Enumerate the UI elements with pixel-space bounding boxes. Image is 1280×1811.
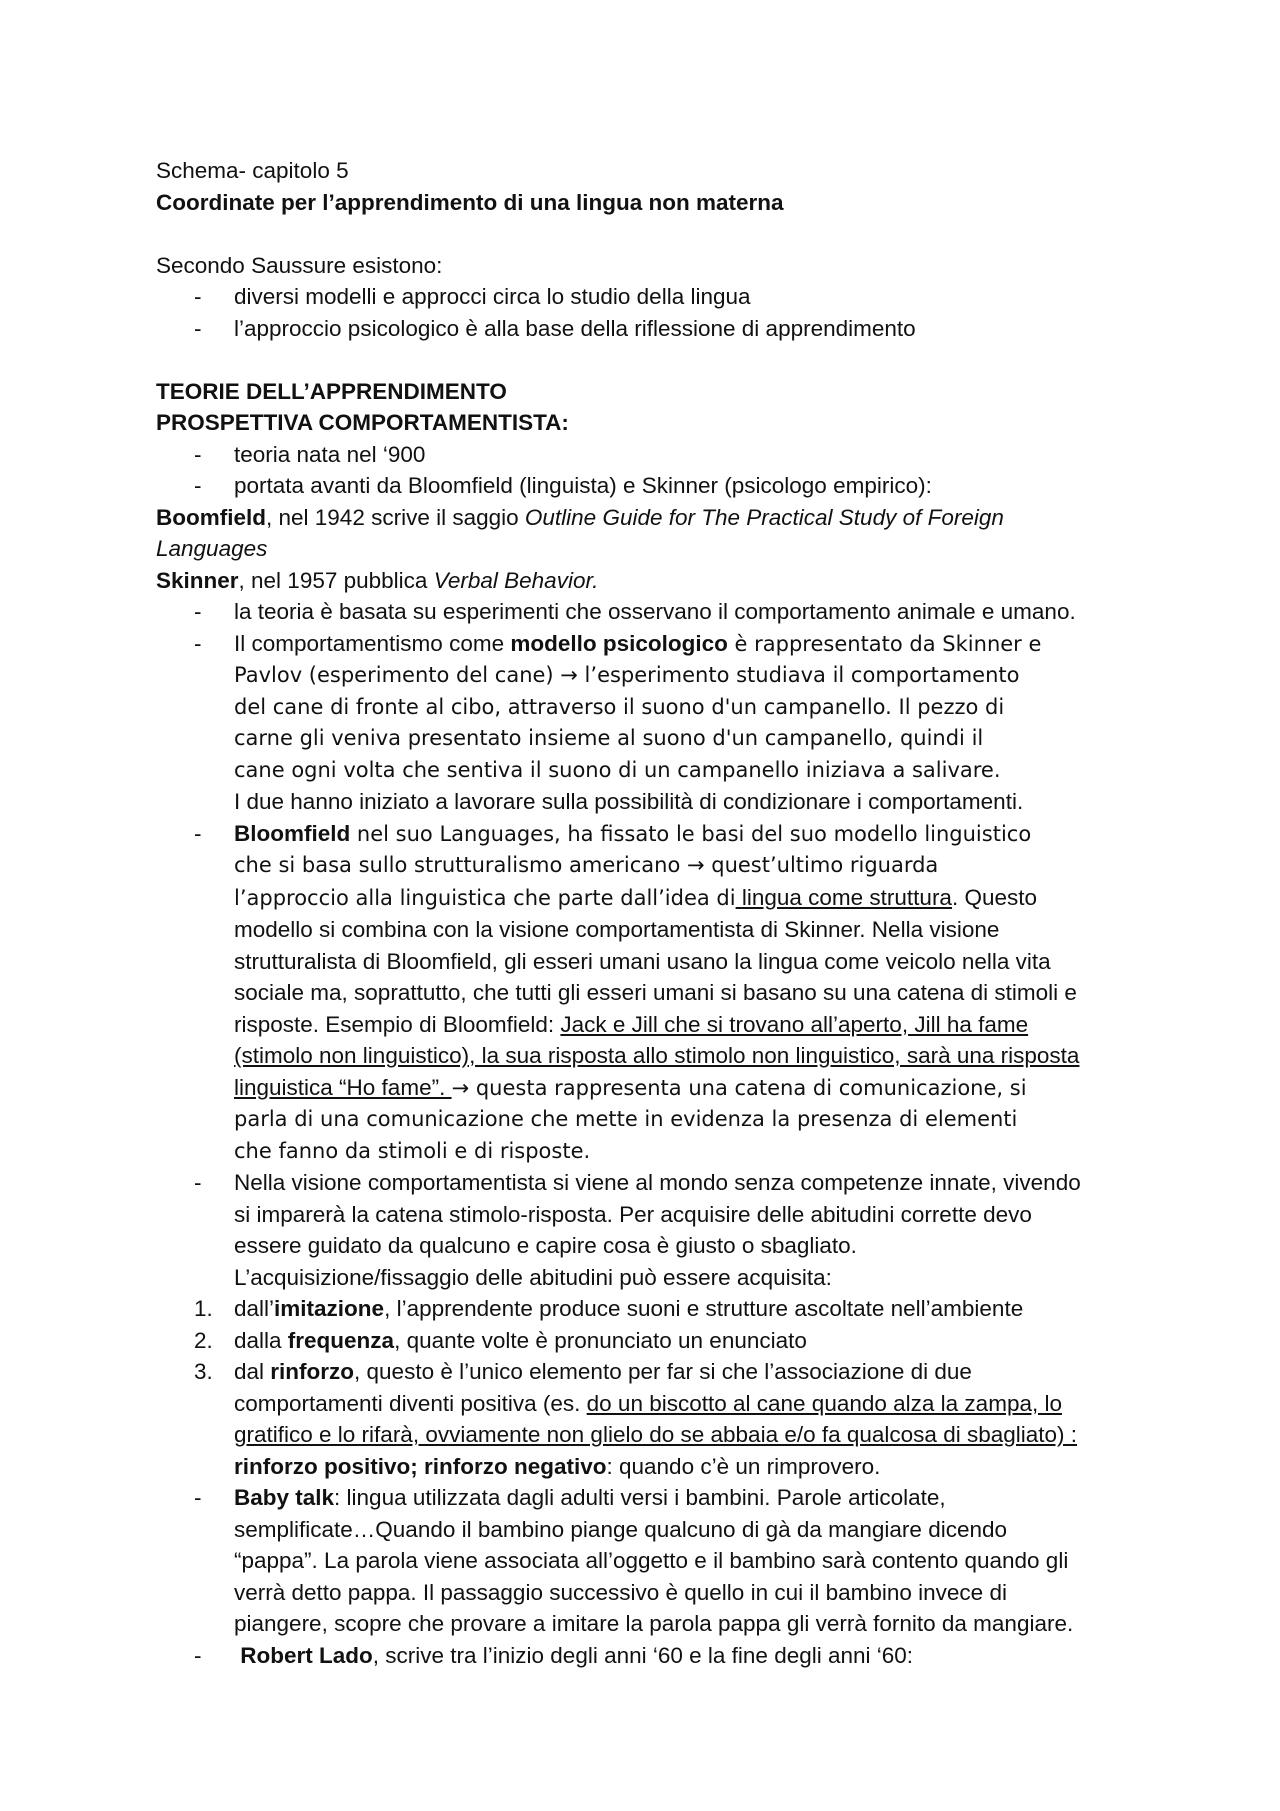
text-line: modello si combina con la visione comportamentista di Skinner. Nella visione [234, 917, 1000, 942]
list-item-text: teoria nata nel ‘900 [234, 441, 426, 467]
list-item [156, 1482, 1136, 1640]
bullet-marker: - [194, 599, 202, 624]
list-item-text: la teoria è basata su esperimenti che osservano il comportamento animale e umano. [234, 599, 1076, 624]
text-line: essere guidato da qualcuno e capire cosa è giusto o sbagliato. [234, 1233, 857, 1258]
bullet-marker: - [194, 1642, 202, 1668]
author-name: Bloomfield [234, 820, 351, 846]
number-marker: 1. [194, 1296, 213, 1321]
number-marker: 2. [194, 1327, 213, 1353]
list-item-text [234, 628, 1136, 818]
bullet-marker: - [194, 630, 202, 656]
bold-term: modello psicologico [510, 630, 728, 656]
bullet-marker: - [194, 284, 202, 309]
underlined-text: (stimolo non linguistico), la sua risposta allo stimolo non linguistico, sarà una risposta [234, 1043, 1080, 1068]
numbered-item [156, 1356, 1136, 1482]
text-line: parla di una comunicazione che mette in evidenza la presenza di elementi [234, 1107, 1018, 1131]
text-line: piangere, scopre che provare a imitare la parola pappa gli verrà fornito da mangiare. [234, 1611, 1074, 1636]
text-run: comportamenti diventi positiva (es. [234, 1390, 587, 1416]
text-run: dal [234, 1359, 271, 1384]
blank-line [156, 218, 1136, 250]
bullet-marker: - [194, 1170, 202, 1195]
text-line: L’acquisizione/fissaggio delle abitudini può essere acquisita: [234, 1264, 832, 1290]
list-item [156, 470, 1136, 502]
numbered-item-text [234, 1293, 1136, 1325]
text-run: , questo è l’unico elemento per far si che l’associazione di due [354, 1359, 972, 1384]
text-run: dall’ [234, 1296, 275, 1321]
list-item [156, 596, 1136, 628]
bullet-marker: - [194, 820, 202, 846]
text-run: , l’apprendente produce suoni e strutture ascoltate nell’ambiente [384, 1296, 1024, 1321]
text-line: cane ogni volta che sentiva il suono di un campanello iniziava a salivare. [234, 757, 1001, 782]
list-item [156, 818, 1136, 1168]
document-title: Coordinate per l’apprendimento di una lingua non materna [156, 189, 784, 215]
bullet-marker: - [194, 441, 202, 467]
numbered-item [156, 1293, 1136, 1325]
list-item-text: portata avanti da Bloomfield (linguista) e Skinner (psicologo empirico): [234, 473, 932, 498]
underlined-text: Jack e Jill che si trovano all’aperto, Jill ha fame [560, 1011, 1029, 1037]
bullet-marker: - [194, 1485, 202, 1510]
text-run: nel suo Languages, ha fissato le basi del suo modello linguistico [350, 821, 1032, 846]
paragraph-text: , nel 1942 scrive il saggio [266, 504, 525, 530]
intro-text: Secondo Saussure esistono: [156, 252, 443, 278]
numbered-item-text [234, 1356, 1136, 1482]
text-run: : quando c’è un rimprovero. [606, 1453, 881, 1479]
text-run: , quante volte è pronunciato un enunciato [394, 1327, 807, 1353]
text-line: strutturalista di Bloomfield, gli esseri umani usano la lingua come veicolo nella vita [234, 948, 1051, 974]
bold-term: Baby talk [234, 1485, 335, 1510]
list-item [156, 313, 1136, 345]
text-run: dalla [234, 1327, 288, 1353]
list-item-text [234, 1482, 1136, 1640]
bold-term: frequenza [287, 1327, 395, 1353]
text-run: : lingua utilizzata dagli adulti versi i bambini. Parole articolate, [334, 1485, 946, 1510]
boomfield-paragraph [156, 502, 1136, 534]
bold-term: rinforzo [270, 1359, 355, 1384]
list-item-text [234, 1167, 1136, 1293]
bold-term: rinforzo positivo; rinforzo negativo [234, 1453, 607, 1479]
numbered-item-text [234, 1325, 1136, 1357]
skinner-paragraph [156, 565, 1136, 597]
author-name: Boomfield [156, 504, 266, 530]
book-title: Verbal Behavior. [433, 567, 599, 593]
subsection-heading: PROSPETTIVA COMPORTAMENTISTA: [156, 410, 569, 435]
text-run: è rappresentato da Skinner e [727, 631, 1042, 656]
book-title-continued: Languages [156, 536, 268, 561]
text-run: , scrive tra l’inizio degli anni ‘60 e la fine degli anni ‘60: [372, 1642, 914, 1668]
text-line: che fanno da stimoli e di risposte. [234, 1138, 591, 1163]
number-marker: 3. [194, 1359, 213, 1384]
text-run: l’approccio alla linguistica che parte dall’idea di [234, 885, 736, 910]
list-item [156, 1167, 1136, 1293]
text-run: → questa rappresenta una catena di comunicazione, si [451, 1075, 1027, 1100]
list-item [156, 628, 1136, 818]
text-line: sociale ma, soprattutto, che tutti gli esseri umani si basano su una catena di stimoli e [234, 980, 1077, 1005]
book-title: Outline Guide for The Practical Study of Foreign [524, 504, 1004, 530]
list-item-text: l’approccio psicologico è alla base della riflessione di apprendimento [234, 315, 916, 341]
section-heading: TEORIE DELL’APPRENDIMENTO [156, 378, 507, 404]
author-name: Skinner [156, 567, 239, 593]
bold-term: imitazione [274, 1296, 385, 1321]
author-name: Robert Lado [234, 1642, 373, 1668]
text-line: Pavlov (esperimento del cane) → l’esperimento studiava il comportamento [234, 663, 1020, 687]
bullet-marker: - [194, 315, 202, 341]
text-line: che si basa sullo strutturalismo americano → quest’ultimo riguarda [234, 853, 939, 877]
text-run: risposte. Esempio di Bloomfield: [234, 1011, 561, 1037]
list-item-text [234, 818, 1136, 1168]
text-run: Il comportamentismo come [234, 630, 511, 656]
text-line: semplificate…Quando il bambino piange qualcuno di gà da mangiare dicendo [234, 1516, 1008, 1542]
text-line: I due hanno iniziato a lavorare sulla possibilità di condizionare i comportamenti. [234, 789, 1024, 814]
underlined-text: linguistica “Ho fame”. [234, 1074, 452, 1100]
text-line: verrà detto pappa. Il passaggio successivo è quello in cui il bambino invece di [234, 1579, 1007, 1605]
numbered-item [156, 1325, 1136, 1357]
underlined-text: gratifico e lo rifarà, ovviamente non glielo do se abbaia e/o fa qualcosa di sbagliato) : [234, 1422, 1078, 1447]
underlined-text: lingua come struttura [735, 884, 952, 910]
blank-line [156, 344, 1136, 376]
text-line: Nella visione comportamentista si viene al mondo senza competenze innate, vivendo [234, 1170, 1081, 1195]
underlined-text: do un biscotto al cane quando alza la zampa, lo [586, 1390, 1062, 1416]
text-line: “pappa”. La parola viene associata all’oggetto e il bambino sarà contento quando gli [234, 1548, 1069, 1573]
text-run: . Questo [951, 884, 1037, 910]
list-item-text [234, 1640, 1136, 1672]
chapter-label: Schema- capitolo 5 [156, 158, 349, 183]
list-item-text: diversi modelli e approcci circa lo studio della lingua [234, 284, 751, 309]
paragraph-text: , nel 1957 pubblica [238, 567, 434, 593]
list-item [156, 281, 1136, 313]
text-line: del cane di fronte al cibo, attraverso il suono d'un campanello. Il pezzo di [234, 694, 1005, 719]
document-body [156, 155, 1136, 1671]
list-item [156, 439, 1136, 471]
text-line: carne gli veniva presentato insieme al suono d'un campanello, quindi il [234, 726, 984, 750]
text-line: si imparerà la catena stimolo-risposta. Per acquisire delle abitudini corrette devo [234, 1201, 1032, 1227]
list-item [156, 1640, 1136, 1672]
bullet-marker: - [194, 473, 202, 498]
